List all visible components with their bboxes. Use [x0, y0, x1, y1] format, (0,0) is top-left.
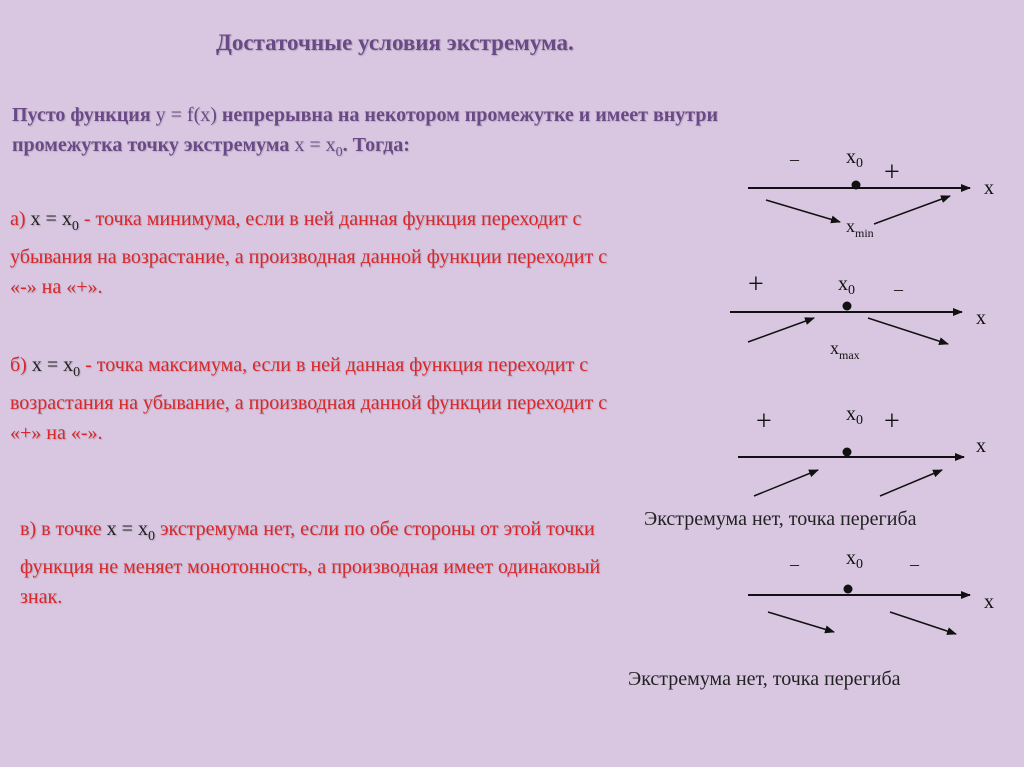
- point-label: $x_0$: [846, 403, 863, 428]
- caption-inflection-1: Экстремума нет, точка перегиба: [644, 508, 917, 530]
- sign-left: +: [748, 269, 764, 300]
- trend-arrow-up-1: [754, 470, 818, 496]
- sign-right: –: [894, 279, 903, 299]
- axis-label: x: [984, 591, 994, 613]
- trend-arrow-down-1: [768, 612, 834, 632]
- case-b-body: - точка максимума, если в ней данная функция переходит с возрастания на убывание, а производная данной функции переходит с «+» на «-».: [10, 354, 608, 444]
- sign-left: –: [790, 554, 799, 574]
- trend-arrow-up-2: [880, 470, 942, 496]
- inflection-point: [844, 585, 853, 594]
- sign-right: –: [910, 554, 919, 574]
- trend-arrow-down: [868, 318, 948, 344]
- case-v-label: в) в точке: [20, 518, 107, 540]
- case-v-var: $x = x_0$: [106, 518, 155, 544]
- axis-label: x: [976, 435, 986, 457]
- case-b-var: $x = x_0$: [31, 354, 81, 380]
- sign-left: –: [790, 149, 799, 169]
- diagram-inflection-minus: [748, 547, 994, 634]
- intro-x0: $x = x_0$: [294, 134, 343, 160]
- slide-title: Достаточные условия экстремума.: [216, 30, 574, 55]
- case-b-label: б): [10, 354, 32, 376]
- caption-inflection-2: Экстремума нет, точка перегиба: [628, 668, 901, 690]
- extremum-point: [843, 302, 852, 311]
- trend-arrow-up: [748, 318, 814, 342]
- point-label: $x_0$: [846, 146, 863, 171]
- xmax-label: $x_{max}$: [830, 338, 860, 362]
- trend-arrow-down-2: [890, 612, 956, 634]
- intro-yfx: y = f(x): [155, 104, 217, 126]
- axis-label: x: [976, 307, 986, 329]
- inflection-point: [843, 448, 852, 457]
- intro-tail: . Тогда:: [342, 134, 410, 156]
- diagram-minimum: [748, 146, 994, 240]
- axis-label: x: [984, 177, 994, 199]
- extremum-point: [852, 181, 861, 190]
- sign-right: +: [884, 157, 900, 188]
- sign-right: +: [884, 406, 900, 437]
- case-a-body: - точка минимума, если в ней данная функция переходит с убывания на возрастание, а производная данной функции переходит с «-» на «+».: [10, 208, 608, 298]
- case-a-label: а): [10, 208, 31, 230]
- sign-left: +: [756, 406, 772, 437]
- case-v-body: экстремума нет, если по обе стороны от этой точки функция не меняет монотонность, а производная имеет одинаковый знак.: [20, 518, 601, 608]
- trend-arrow-up: [874, 196, 950, 224]
- diagram-maximum: [730, 269, 986, 362]
- diagram-inflection-plus: [738, 403, 986, 496]
- intro-line1: Пусто функция: [12, 104, 156, 126]
- point-label: $x_0$: [846, 547, 863, 572]
- xmin-label: $x_{min}$: [846, 216, 874, 240]
- intro-line1b: непрерывна на некотором промежутке и имеет внутри: [216, 104, 719, 126]
- trend-arrow-down: [766, 200, 840, 222]
- intro-line2: промежутка точку экстремума: [12, 134, 295, 156]
- case-a-var: $x = x_0$: [30, 208, 79, 234]
- point-label: $x_0$: [838, 273, 855, 298]
